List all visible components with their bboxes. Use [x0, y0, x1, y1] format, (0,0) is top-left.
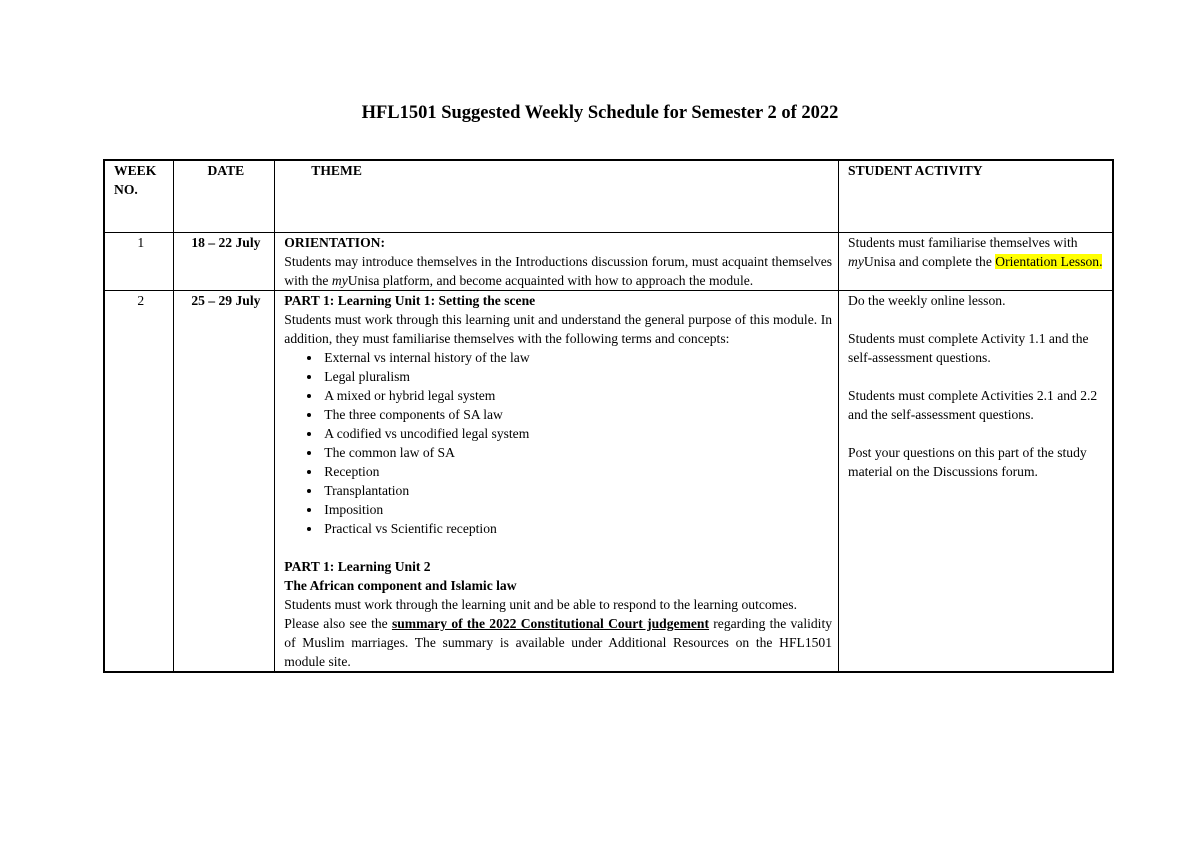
header-activity: STUDENT ACTIVITY: [839, 160, 1113, 232]
spacer: [284, 538, 832, 557]
theme-cell: [275, 232, 839, 290]
week-dates: 18 – 22 July: [174, 232, 275, 290]
note-text-part: regarding the validity of Muslim marriages. The summary is available under Additional Resources on the HFL1501 module site.: [284, 615, 833, 669]
orientation-lesson-highlight: Orientation Lesson.: [995, 253, 1103, 269]
theme-heading: ORIENTATION:: [284, 234, 386, 250]
part1-text: Students must work through this learning unit and understand the general purpose of this module. In addition, they must familiarise themselves with the following terms and concepts:: [284, 311, 833, 346]
header-week: WEEK NO.: [104, 160, 174, 232]
list-item: • The common law of SA: [322, 443, 832, 462]
theme-text-part: Unisa platform, and become acquainted with how to approach the module.: [347, 272, 754, 288]
terms-list: [284, 348, 832, 538]
theme-cell: [275, 290, 839, 672]
activity-text-part: Unisa and complete the: [863, 253, 996, 269]
part2-text: Students must work through the learning unit and be able to respond to the learning outcomes.: [284, 596, 797, 612]
list-item: • A codified vs uncodified legal system: [322, 424, 832, 443]
table-row: [104, 290, 1113, 672]
week-dates: 25 – 29 July: [174, 290, 275, 672]
judgement-summary-link[interactable]: summary of the 2022 Constitutional Court judgement: [391, 615, 710, 631]
part2-subheading: The African component and Islamic law: [284, 577, 517, 593]
list-item: • External vs internal history of the law: [322, 348, 832, 367]
list-item: • Legal pluralism: [322, 367, 832, 386]
table-header-row: [104, 160, 1113, 232]
part2-note: [284, 614, 832, 671]
page-title: HFL1501 Suggested Weekly Schedule for Semester 2 of 2022: [361, 103, 839, 123]
activity-item: Post your questions on this part of the study material on the Discussions forum.: [848, 444, 1087, 479]
note-text-part: Please also see the: [284, 615, 392, 631]
theme-text-part: Students may introduce themselves in the Introductions discussion forum, must acquaint themselves with the: [284, 253, 833, 288]
schedule-table: [103, 159, 1114, 673]
table-row: [104, 232, 1113, 290]
activity-item: Students must complete Activity 1.1 and the self-assessment questions.: [848, 330, 1089, 365]
activity-cell: [839, 232, 1113, 290]
week-number: 1: [104, 232, 174, 290]
week-number: 2: [104, 290, 174, 672]
activity-cell: [839, 290, 1113, 672]
activity-item: Do the weekly online lesson.: [848, 292, 1006, 308]
list-item: • Reception: [322, 462, 832, 481]
part2-heading: PART 1: Learning Unit 2: [284, 558, 431, 574]
activity-text-italic: my: [848, 253, 864, 269]
part1-heading: PART 1: Learning Unit 1: Setting the scene: [284, 292, 536, 308]
theme-text: [284, 252, 832, 290]
header-theme: THEME: [275, 160, 839, 232]
list-item: • Imposition: [322, 500, 832, 519]
activity-item: Students must complete Activities 2.1 and 2.2 and the self-assessment questions.: [848, 387, 1098, 422]
list-item: • Practical vs Scientific reception: [322, 519, 832, 538]
header-date: DATE: [174, 160, 275, 232]
list-item: • A mixed or hybrid legal system: [322, 386, 832, 405]
list-item: • The three components of SA law: [322, 405, 832, 424]
theme-text-italic: my: [331, 272, 348, 288]
activity-text-part: Students must familiarise themselves with: [848, 234, 1078, 250]
list-item: • Transplantation: [322, 481, 832, 500]
